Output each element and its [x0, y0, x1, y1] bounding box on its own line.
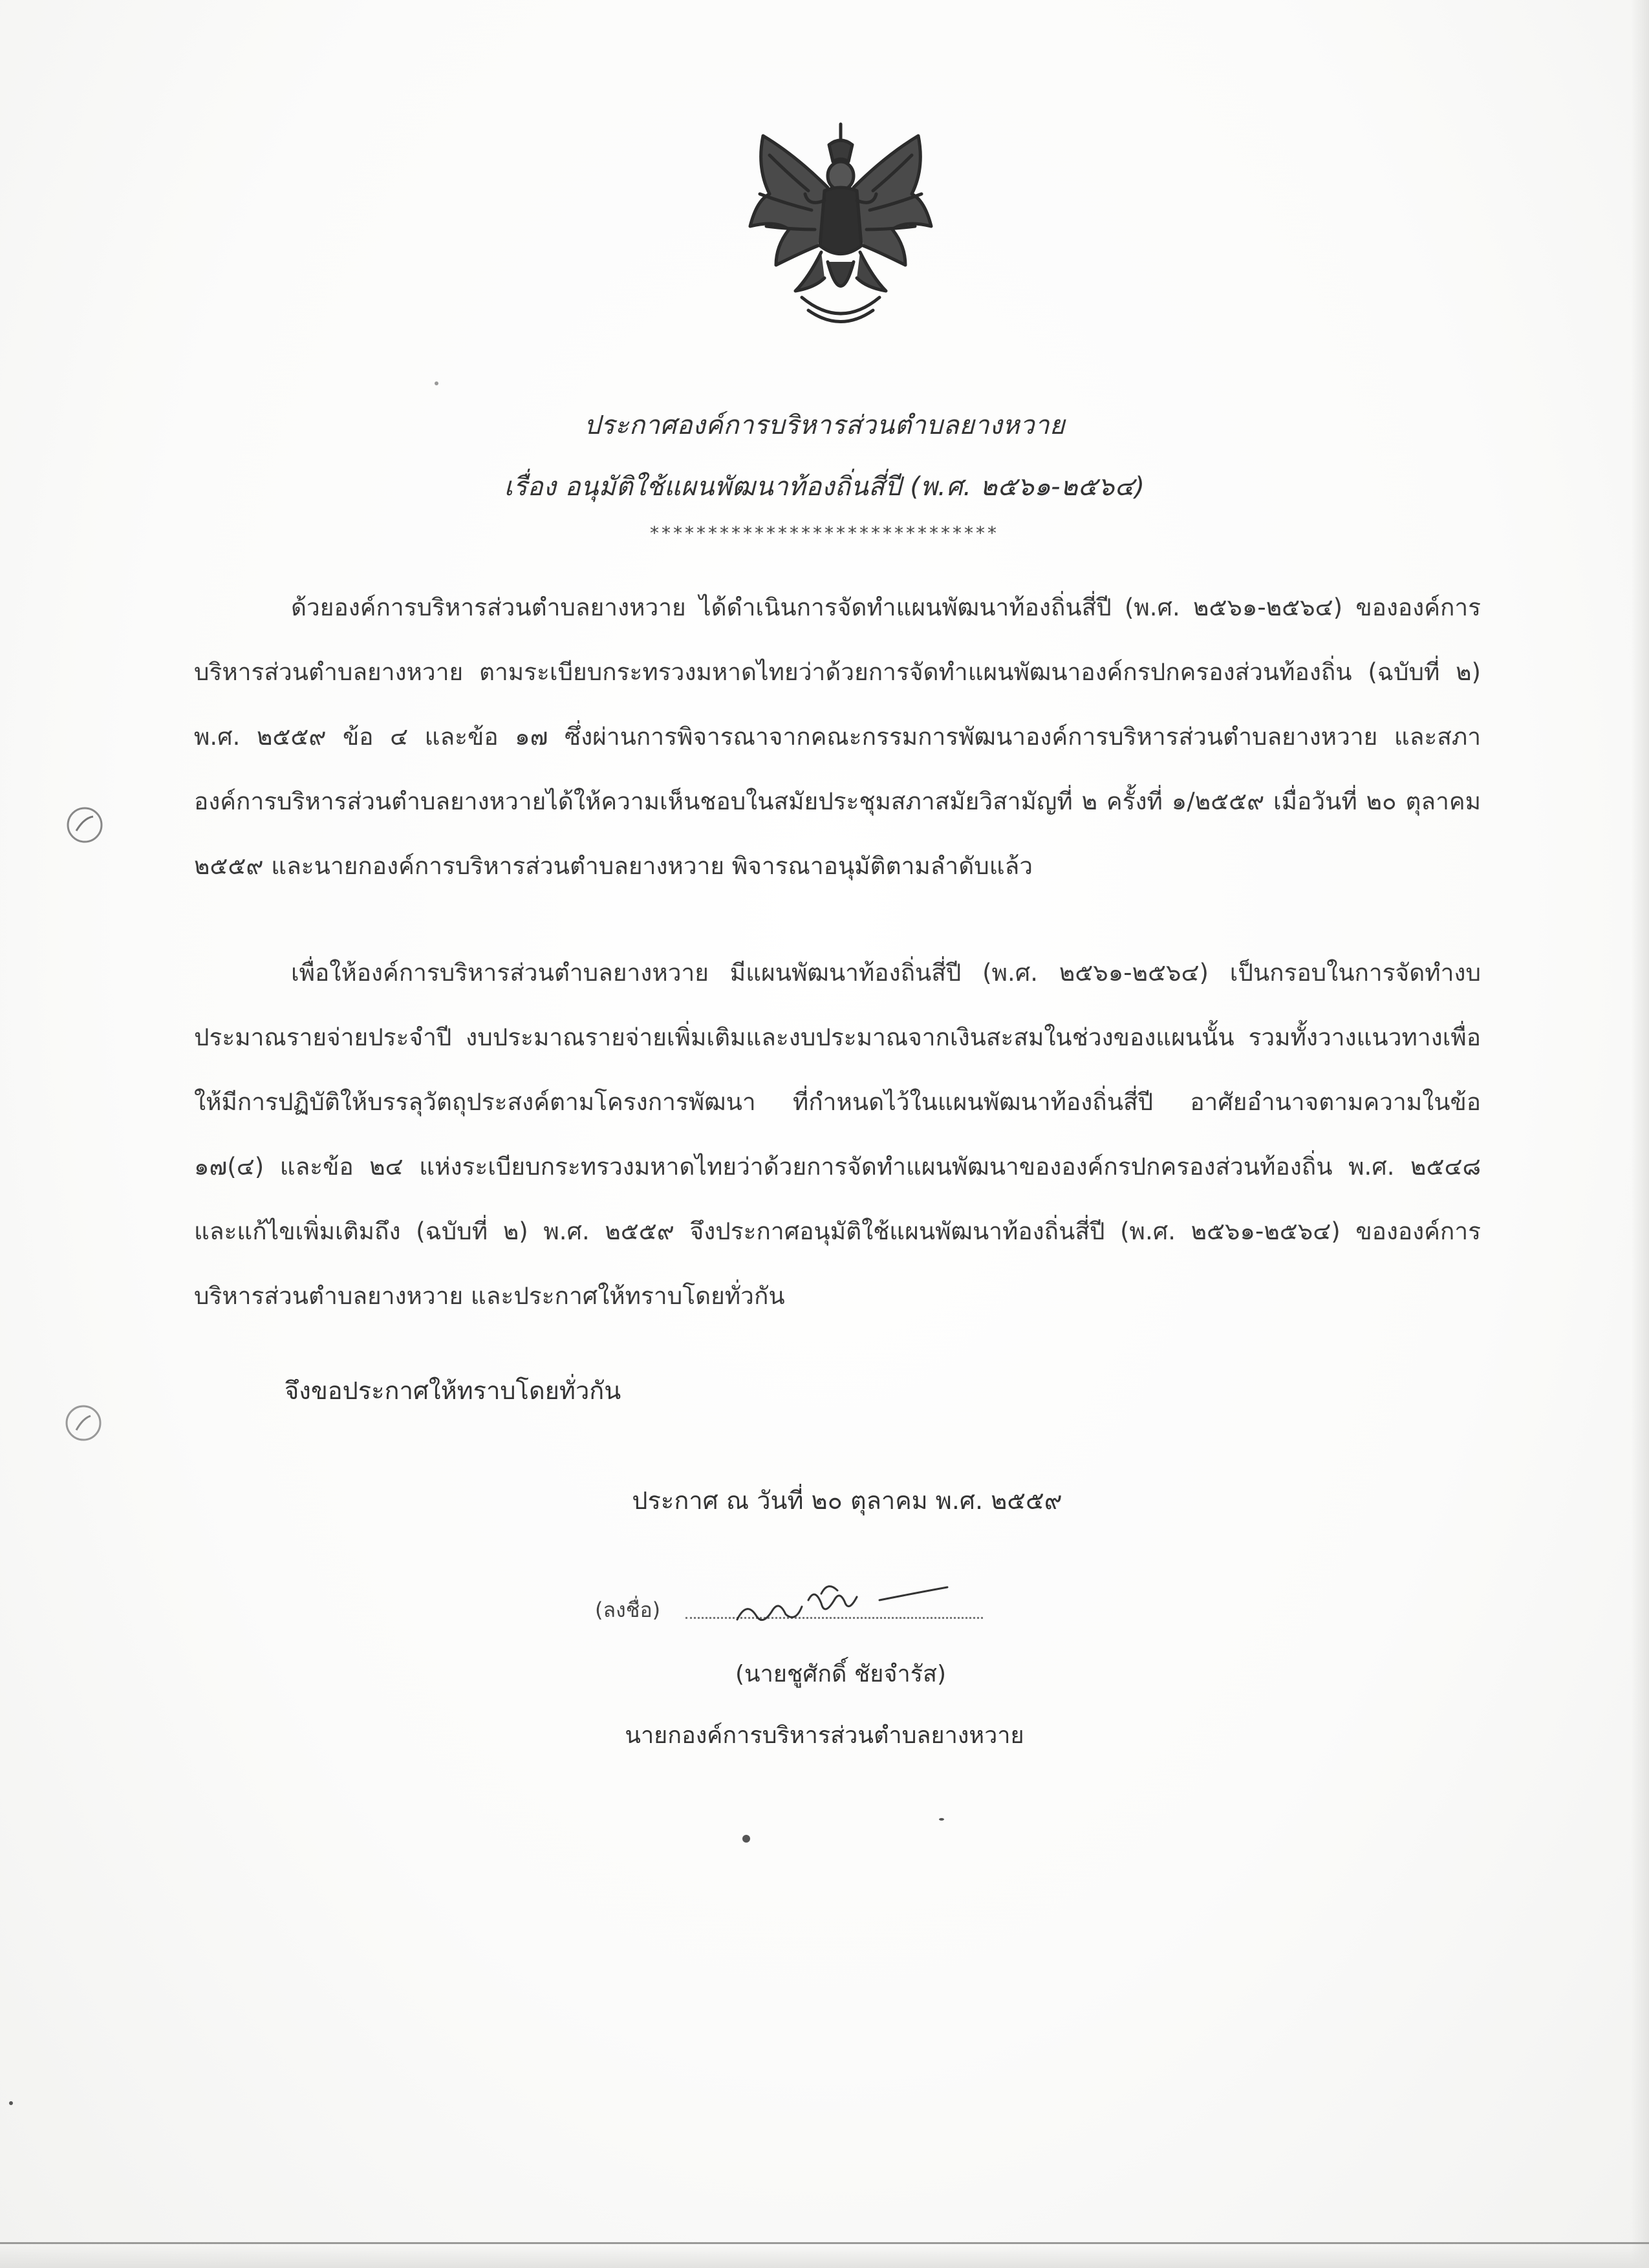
scan-speck — [742, 1835, 750, 1843]
scan-speck — [435, 381, 438, 385]
body-paragraph-2: เพื่อให้องค์การบริหารส่วนตำบลยางหวาย มีแผนพัฒนาท้องถิ่นสี่ปี (พ.ศ. ๒๕๖๑-๒๕๖๔) เป็นกรอบในการจัดทำงบประมาณรายจ่ายประจำปี งบประมาณรายจ่ายเพิ่มเติมและงบประมาณจากเงินสะสมในช่วงของแผนนั้น รวมทั้งวางแนวทางเพื่อให้มีการปฏิบัติให้บรรลุวัตถุประสงค์ตามโครงการพัฒนา ที่กำหนดไว้ในแผนพัฒนาท้องถิ่นสี่ปี อาศัยอำนาจตามความในข้อ ๑๗(๔) และข้อ ๒๔ แห่งระเบียบกระทรวงมหาดไทยว่าด้วยการจัดทำแผนพัฒนาขององค์กรปกครองส่วนท้องถิ่น พ.ศ. ๒๕๔๘ และแก้ไขเพิ่มเติมถึง (ฉบับที่ ๒) พ.ศ. ๒๕๕๙ จึงประกาศอนุมัติใช้แผนพัฒนาท้องถิ่นสี่ปี (พ.ศ. ๒๕๖๑-๒๕๖๔) ขององค์การบริหารส่วนตำบลยางหวาย และประกาศให้ทราบโดยทั่วกัน — [194, 959, 1481, 1310]
signature-prefix: (ลงชื่อ) — [595, 1598, 661, 1622]
announcement-heading: ประกาศองค์การบริหารส่วนตำบลยางหวาย — [584, 411, 1065, 440]
announcement-subject: เรื่อง อนุมัติใช้แผนพัฒนาท้องถิ่นสี่ปี (พ.ศ. ๒๕๖๑-๒๕๖๔) — [504, 472, 1145, 502]
signer-name: (นายชูศักดิ์ ชัยจำรัส) — [735, 1661, 947, 1687]
garuda-emblem-icon — [737, 116, 944, 336]
scan-edge-bottom — [0, 2242, 1649, 2268]
scan-speck — [9, 2101, 13, 2105]
separator: ****************************** — [650, 522, 999, 544]
announcement-date: ประกาศ ณ วันที่ ๒๐ ตุลาคม พ.ศ. ๒๕๕๙ — [632, 1486, 1062, 1515]
closing-statement: จึงขอประกาศให้ทราบโดยทั่วกัน — [285, 1376, 621, 1405]
signer-title: นายกองค์การบริหารส่วนตำบลยางหวาย — [625, 1722, 1024, 1749]
handwritten-signature — [724, 1574, 957, 1632]
body-paragraph-1: ด้วยองค์การบริหารส่วนตำบลยางหวาย ได้ดำเนินการจัดทำแผนพัฒนาท้องถิ่นสี่ปี (พ.ศ. ๒๕๖๑-๒๕๖๔) ขององค์การบริหารส่วนตำบลยางหวาย ตามระเบียบกระทรวงมหาดไทยว่าด้วยการจัดทำแผนพัฒนาองค์กรปกครองส่วนท้องถิ่น (ฉบับที่ ๒) พ.ศ. ๒๕๕๙ ข้อ ๔ และข้อ ๑๗ ซึ่งผ่านการพิจารณาจากคณะกรรมการพัฒนาองค์การบริหารส่วนตำบลยางหวาย และสภาองค์การบริหารส่วนตำบลยางหวายได้ให้ความเห็นชอบในสมัยประชุมสภาสมัยวิสามัญที่ ๒ ครั้งที่ ๑/๒๕๕๙ เมื่อวันที่ ๒๐ ตุลาคม ๒๕๕๙ และนายกองค์การบริหารส่วนตำบลยางหวาย พิจารณาอนุมัติตามลำดับแล้ว — [194, 594, 1481, 880]
scan-speck — [939, 1818, 944, 1821]
binder-hole-mark — [63, 1403, 103, 1443]
binder-hole-mark — [65, 805, 105, 845]
signature-line — [595, 1587, 1048, 1639]
scan-edge-right — [1631, 0, 1649, 2268]
